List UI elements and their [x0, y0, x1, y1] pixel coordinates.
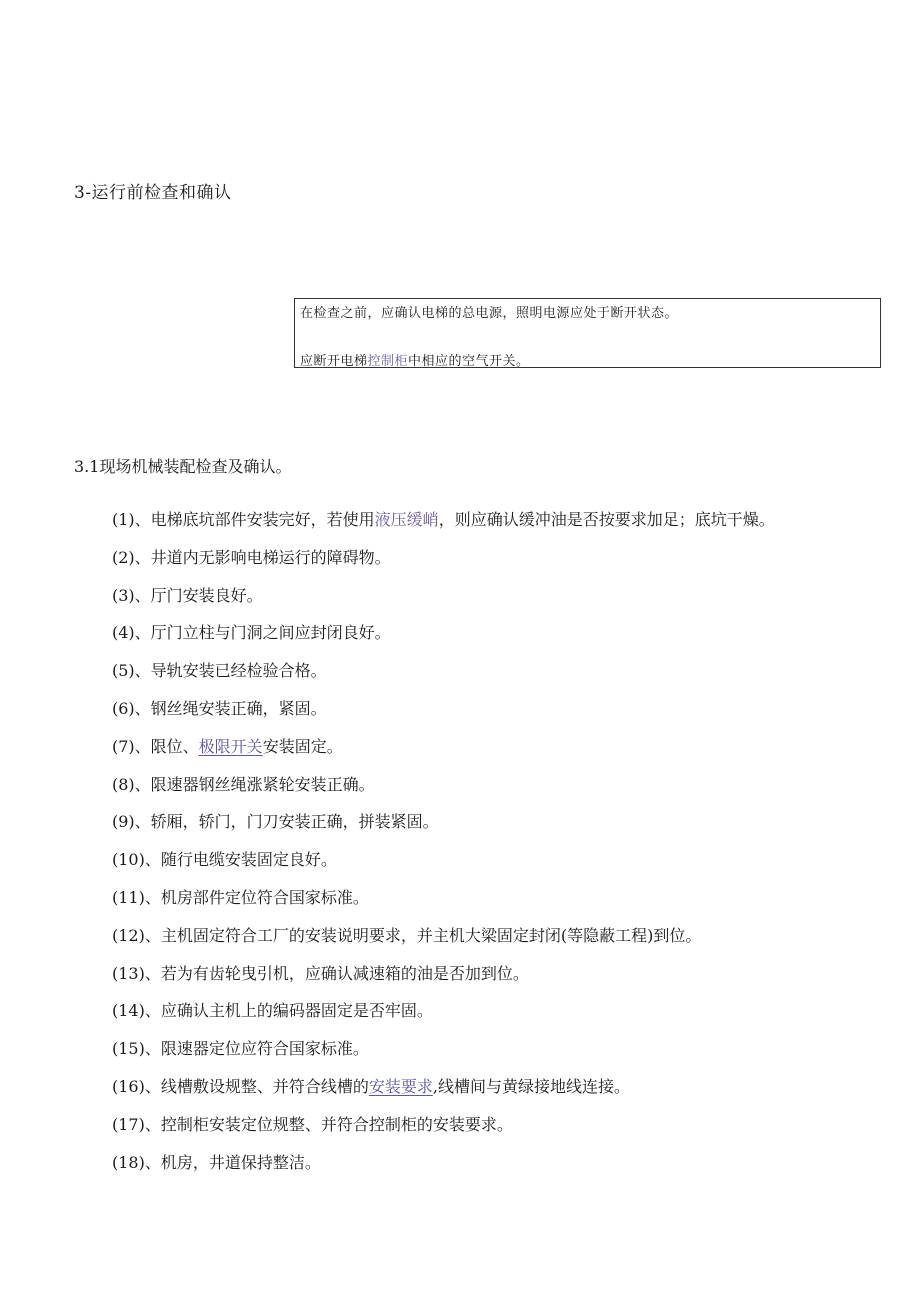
item-1-text: (1)、电梯底坑部件安装完好，若使用 — [112, 510, 375, 529]
installation-requirements-link[interactable]: 安装要求 — [368, 1076, 433, 1096]
list-item: (14)、应确认主机上的编码器固定是否牢固。 — [112, 1001, 433, 1021]
note-line-1: 在检查之前，应确认电梯的总电源，照明电源应处于断开状态。 — [300, 306, 679, 321]
list-item: (15)、限速器定位应符合国家标准。 — [112, 1039, 369, 1059]
item-7-text-after: 安装固定。 — [262, 736, 343, 756]
list-item: (3)、厅门安装良好。 — [112, 585, 263, 605]
list-item: (10)、随行电缆安装固定良好。 — [112, 850, 337, 870]
note-box — [294, 298, 881, 368]
section-title: 3-运行前检查和确认 — [74, 183, 232, 203]
control-cabinet-link[interactable]: 控制柜 — [367, 354, 409, 369]
list-item: (5)、导轨安装已经检验合格。 — [112, 661, 327, 681]
list-item — [112, 507, 775, 545]
list-item: (13)、若为有齿轮曳引机，应确认减速箱的油是否加到位。 — [112, 963, 529, 983]
checklist — [112, 507, 775, 1187]
item-7-text: (7)、限位、 — [112, 736, 199, 756]
list-item: (18)、机房，井道保持整洁。 — [112, 1152, 321, 1172]
item-16-text-after: ,线槽间与黄绿接地线连接。 — [432, 1076, 630, 1096]
list-item — [112, 1074, 775, 1112]
note-line-2-after: 中相应的空气开关。 — [408, 354, 530, 369]
list-item: (8)、限速器钢丝绳涨紧轮安装正确。 — [112, 774, 375, 794]
list-item: (12)、主机固定符合工厂的安装说明要求，并主机大梁固定封闭(等隐蔽工程)到位。 — [112, 925, 702, 945]
hydraulic-buffer-link[interactable]: 液压缓峭 — [374, 510, 439, 529]
list-item: (2)、井道内无影响电梯运行的障碍物。 — [112, 547, 391, 567]
subsection-title: 3.1现场机械装配检查及确认。 — [74, 457, 292, 476]
item-1-text-after: ，则应确认缓冲油是否按要求加足；底坑干燥。 — [438, 510, 775, 529]
item-16-text: (16)、线槽敷设规整、并符合线槽的 — [112, 1076, 369, 1096]
list-item — [112, 734, 775, 772]
list-item: (4)、厅门立柱与门洞之间应封闭良好。 — [112, 623, 391, 643]
list-item: (11)、机房部件定位符合国家标准。 — [112, 887, 369, 907]
list-item: (17)、控制柜安装定位规整、并符合控制柜的安装要求。 — [112, 1114, 513, 1134]
note-line-2 — [300, 350, 530, 369]
limit-switch-link[interactable]: 极限开关 — [198, 736, 263, 756]
note-line-2-before: 应断开电梯 — [300, 354, 368, 369]
list-item: (9)、轿厢，轿门，门刀安装正确，拼装紧固。 — [112, 812, 439, 832]
list-item: (6)、钢丝绳安装正确，紧固。 — [112, 698, 327, 718]
